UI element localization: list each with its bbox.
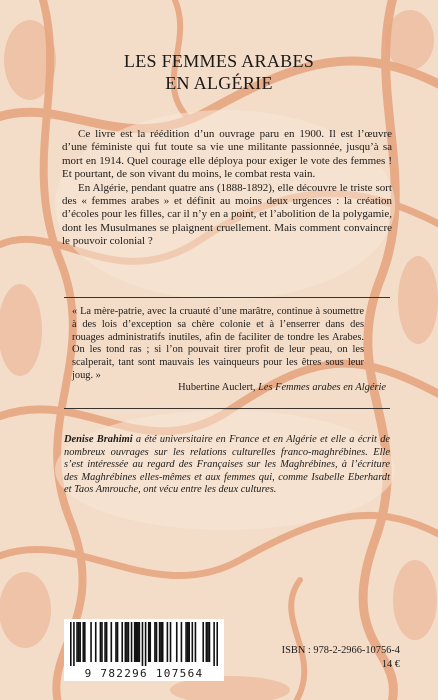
barcode-bar [73,622,75,666]
barcode-bar [167,622,169,662]
isbn: ISBN : 978-2-2966-10756-4 [281,645,400,656]
barcode-bar [206,622,208,662]
barcode-bar [176,622,178,662]
barcode-bar [142,622,144,666]
quote-source [178,382,386,395]
barcode-bar [185,622,187,662]
barcode-bar [78,622,80,662]
barcode-bar [213,622,215,666]
quote-work-title: Les Femmes arabes en Algérie [258,382,386,393]
barcode-bars [70,622,218,666]
barcode-bar [126,622,128,662]
book-title [0,50,438,94]
barcode-bar [104,622,106,662]
barcode-bar [135,622,137,662]
barcode-bar [195,622,197,662]
barcode-bar [84,622,86,662]
barcode-bar [192,622,194,662]
title-line-1: LES FEMMES ARABES [123,51,315,71]
barcode [64,619,224,681]
barcode-bar [100,622,102,662]
barcode-bar [160,622,162,662]
barcode-bar [207,622,209,662]
barcode-bar [202,622,204,662]
title-line-2: EN ALGÉRIE [165,73,273,93]
barcode-bar [121,622,123,662]
barcode-bar [149,622,151,662]
barcode-bar [137,622,139,662]
barcode-bar [115,622,117,662]
barcode-bar [131,622,133,662]
barcode-bar [79,622,81,662]
barcode-bar [101,622,103,662]
intro-text [62,128,392,249]
author-bio [64,434,390,497]
barcode-bar [156,622,158,662]
barcode-bar [145,622,147,666]
barcode-bar [209,622,211,662]
barcode-bar [90,622,92,662]
barcode-bar [170,622,172,662]
barcode-bar [117,622,119,662]
intro-paragraph-1: Ce livre est la réédition d’un ouvrage paru en 1900. Il est l’œuvre d’une féministe qui fut toute sa vie une militante passionnée, jusqu’à sa mort en 1914. Quel courage elle déploya pour exiger le vote des femmes ! Et pourtant, de son vivant du moins, le combat resta vain. [62,128,392,181]
barcode-bar [111,622,113,662]
barcode-bar [134,622,136,662]
barcode-bar [82,622,84,662]
quote-author: Hubertine Auclert, [178,382,256,393]
bio-text: a été universitaire en France et en Algérie et elle a écrit de nombreux ouvrages sur les relations culturelles franco-maghrébines. Elle s’est intéressée au regard des Françaises sur les Maghrébines, à l’écriture des Maghrébines elles-mêmes et aux femmes qui, comme Isabelle Eberhardt et Taos Amrouche, ont vécu entre les deux cultures. [64,434,390,496]
price: 14 € [381,659,400,670]
barcode-bar [162,622,164,662]
intro-paragraph-2: En Algérie, pendant quatre ans (1888-1892), elle découvre le triste sort des « femmes arabes » et définit au moins deux urgences : la création d’écoles pour les filles, car il n’y en a point, et l’abolition de la polygamie, dont les Musulmanes se plaignent cruellement. Mais comment convaincre le pouvoir colonial ? [62,181,392,248]
barcode-bar [159,622,161,662]
barcode-digits: 9 782296 107564 [84,667,204,680]
barcode-bar [106,622,108,662]
barcode-bar [154,622,156,662]
barcode-bar [76,622,78,662]
barcode-bar [181,622,183,662]
barcode-bar [188,622,190,662]
barcode-bar [216,622,218,666]
barcode-bar [139,622,141,662]
bio-author-name: Denise Brahimi [64,434,133,445]
quote-box [64,297,390,409]
barcode-bar [125,622,127,662]
barcode-bar [70,622,72,666]
barcode-bar [148,622,150,662]
barcode-bar [187,622,189,662]
barcode-bar [95,622,97,662]
barcode-bar [128,622,130,662]
quote-text: « La mère-patrie, avec la cruauté d’une marâtre, continue à soumettre à des lois d’exception sa chère colonie et à l’enserrer dans des rouages administratifs inutiles, afin de faciliter de tondre les Arabes. On les tond ras ; si l’on pouvait tirer profit de leur peau, on les scalperait, tant sont mauvais les vainqueurs pour les êtres sous leur joug. » [72,306,364,381]
